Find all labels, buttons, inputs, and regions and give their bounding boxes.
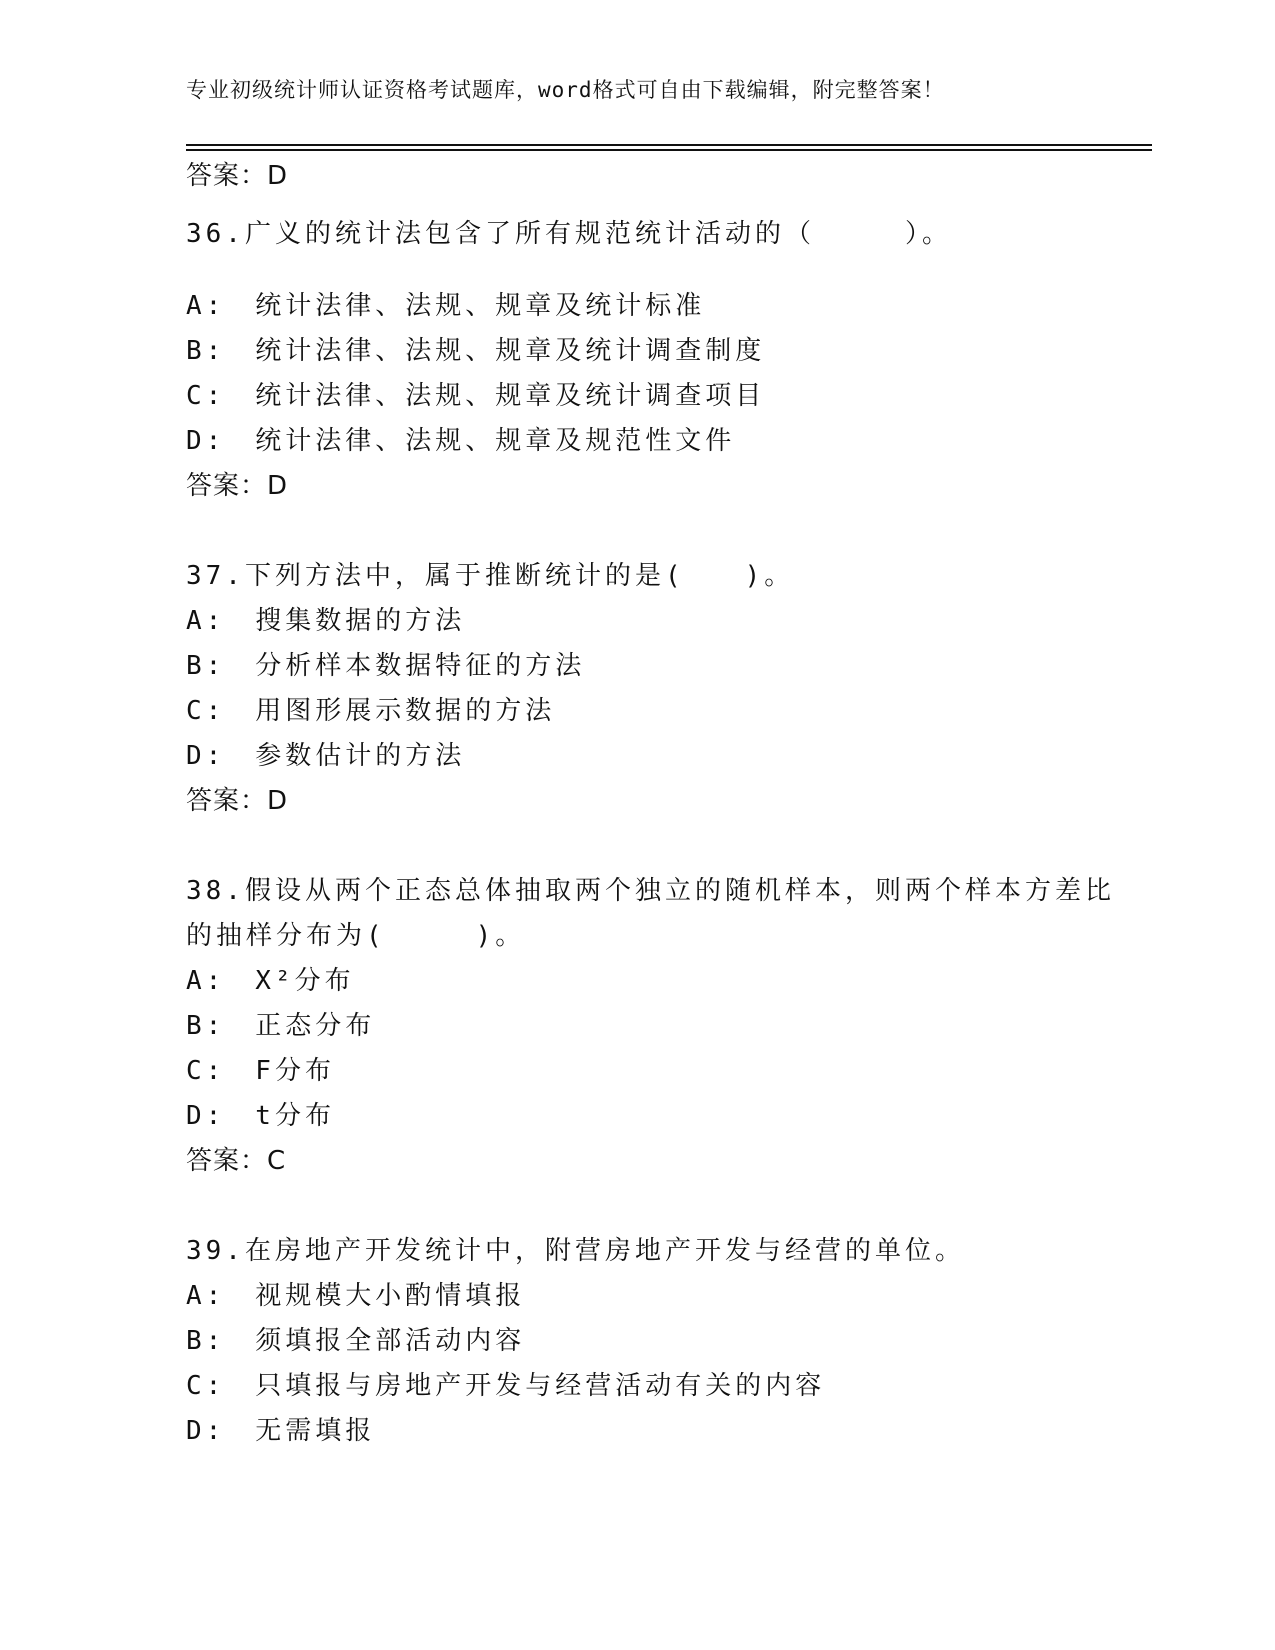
question-36-answer: 答案：D	[186, 471, 289, 501]
header-rule-bottom	[186, 149, 1152, 151]
question-38-stem: 38.假设从两个正态总体抽取两个独立的随机样本，则两个样本方差比	[186, 876, 1115, 906]
question-39-option-d: D: 无需填报	[186, 1416, 376, 1446]
page-header: 专业初级统计师认证资格考试题库，word格式可自由下载编辑，附完整答案！	[186, 78, 945, 102]
question-36-option-a: A: 统计法律、法规、规章及统计标准	[186, 291, 706, 321]
question-39-option-a: A: 视规模大小酌情填报	[186, 1281, 526, 1311]
question-38-option-c: C: F分布	[186, 1056, 335, 1086]
question-36-stem: 36.广义的统计法包含了所有规范统计活动的（ ）。	[186, 219, 952, 249]
prev-answer: 答案：D	[186, 161, 289, 191]
question-37-option-c: C: 用图形展示数据的方法	[186, 696, 556, 726]
question-36-option-c: C: 统计法律、法规、规章及统计调查项目	[186, 381, 766, 411]
question-37-stem: 37.下列方法中，属于推断统计的是( )。	[186, 561, 795, 591]
question-36-option-b: B: 统计法律、法规、规章及统计调查制度	[186, 336, 766, 366]
question-38-option-a: A: X²分布	[186, 966, 355, 996]
question-38-stem-cont: 的抽样分布为( )。	[186, 921, 526, 951]
question-39-stem: 39.在房地产开发统计中，附营房地产开发与经营的单位。	[186, 1236, 965, 1266]
question-39-option-c: C: 只填报与房地产开发与经营活动有关的内容	[186, 1371, 826, 1401]
question-37-option-b: B: 分析样本数据特征的方法	[186, 651, 586, 681]
question-37-answer: 答案：D	[186, 786, 289, 816]
header-rule-top	[186, 144, 1152, 146]
question-37-option-a: A: 搜集数据的方法	[186, 606, 466, 636]
question-36-option-d: D: 统计法律、法规、规章及规范性文件	[186, 426, 736, 456]
question-38-option-d: D: t分布	[186, 1101, 335, 1131]
question-37-option-d: D: 参数估计的方法	[186, 741, 466, 771]
question-38-answer: 答案：C	[186, 1146, 287, 1176]
question-38-option-b: B: 正态分布	[186, 1011, 376, 1041]
question-39-option-b: B: 须填报全部活动内容	[186, 1326, 526, 1356]
